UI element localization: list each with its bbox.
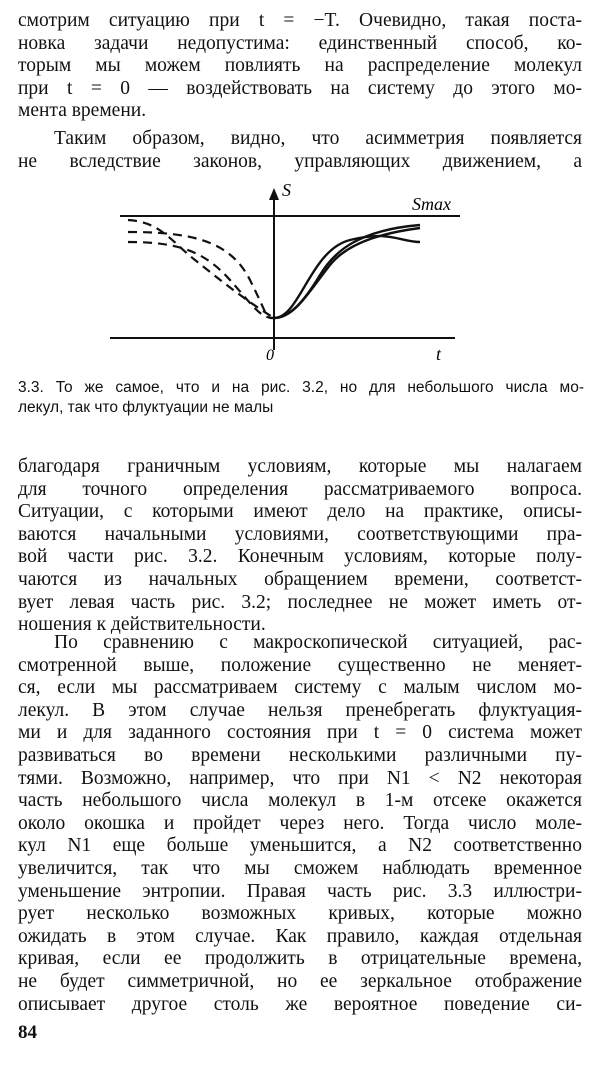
text-line: Таким образом, видно, что асимметрия появляется [54,128,582,149]
text-line: лекул. В этом случае нельзя пренебрегать флуктуация- [18,699,582,721]
text-line: ваются начальными условиями, соответствующими пра- [18,523,582,545]
text-line: ожидать в этом случае. Как правило, каждая отдельная [18,925,582,947]
text-line: не будет симметричной, но ее зеркальное отображение [18,970,582,992]
text-line: не вследствие законов, управляющих движением, а [18,150,582,172]
text-line: кул N1 еще больше уменьшится, а N2 соответственно [18,835,582,857]
smax-label: Smax [412,194,451,214]
text-line: чаются из начальных обращением времени, соответст- [18,568,582,590]
paragraph-third [18,456,582,637]
text-line: ся, если мы рассматриваем систему с малым числом мо- [18,677,582,699]
origin-label: 0 [266,347,274,364]
text-line: новка задачи недопустима: единственный способ, ко- [18,32,582,54]
caption-line: лекул, так что флуктуации не малы [18,399,274,416]
text-line: для точного определения рассматриваемого вопроса. [18,478,582,500]
text-line: мента времени. [18,100,147,122]
text-line: описывает другое столь же вероятное поведение си- [18,993,582,1015]
page-number: 84 [18,1022,37,1043]
text-line: ми и для заданного состояния при t = 0 система может [18,722,582,744]
text-line: рует несколько возможных кривых, которые можно [18,903,582,925]
text-line: вой части рис. 3.2. Конечным условиям, которые полу- [18,546,582,568]
figure-caption [18,378,584,418]
text-line: смотрим ситуацию при t = −T. Очевидно, такая поста- [18,10,582,31]
s-axis-label: S [282,180,291,200]
text-line: тями. Возможно, например, что при N1 < N2 некоторая [18,767,582,789]
text-line: около окошка и пройдет через него. Тогда число моле- [18,812,582,834]
text-line: Ситуации, с которыми имеют дело на практике, описы- [18,501,582,523]
text-line: кривая, если ее продолжить в отрицательные времена, [18,948,582,970]
text-line: ношения к действительности. [18,614,266,636]
text-line: торым мы можем повлиять на распределение молекул [18,55,582,77]
text-line: благодаря граничным условиям, которые мы налагаем [18,456,582,477]
figure-3-3 [110,180,470,370]
paragraph-second [18,128,582,173]
curve-dashed-3 [128,220,274,318]
text-line: смотренной выше, положение существенно не меняет- [18,654,582,676]
text-line: развиваться во времени несколькими различными пу- [18,744,582,766]
t-axis-label: t [436,344,442,364]
text-line: По сравнению с макроскопической ситуацией, рас- [54,632,582,653]
curve-dashed-1 [128,232,274,318]
text-line: увеличится, так что мы сможем наблюдать временное [18,857,582,879]
paragraph-fourth [18,632,582,1016]
s-axis-arrow [269,188,279,200]
curve-dashed-2 [128,242,274,318]
text-line: уменьшение энтропии. Правая часть рис. 3.3 иллюстри- [18,880,582,902]
caption-line: 3.3. То же самое, что и на рис. 3.2, но для небольшого числа мо- [18,379,584,396]
text-line: часть небольшого числа молекул в 1-м отсеке окажется [18,790,582,812]
text-line: вует левая часть рис. 3.2; последнее не может иметь от- [18,591,582,613]
text-line: при t = 0 — воздействовать на систему до этого мо- [18,77,582,99]
paragraph-top [18,10,582,123]
